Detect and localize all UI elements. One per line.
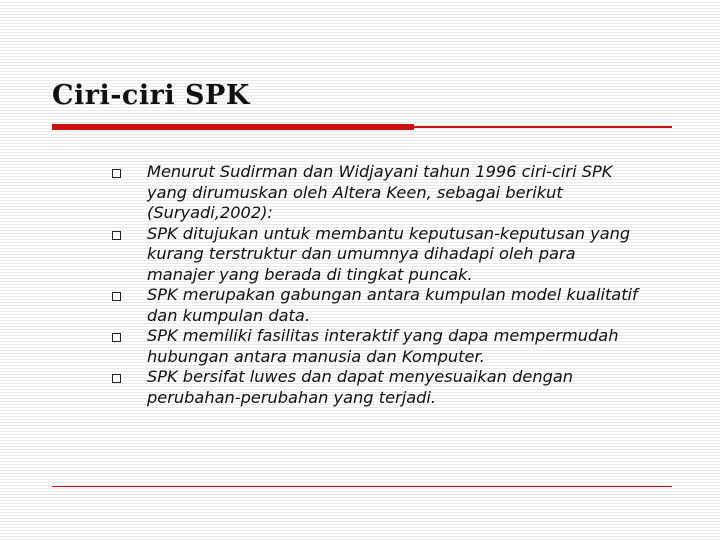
- bullet-item: [112, 162, 642, 224]
- bullet-item: [112, 285, 642, 326]
- bullet-text: SPK memiliki fasilitas interaktif yang dapa mempermudah hubungan antara manusia dan Komputer.: [147, 326, 619, 366]
- bullet-list: [112, 162, 642, 408]
- square-bullet-icon: [112, 169, 121, 178]
- footer-divider: [52, 486, 672, 487]
- square-bullet-icon: [112, 292, 121, 301]
- bullet-item: [112, 326, 642, 367]
- bullet-text: SPK ditujukan untuk membantu keputusan-keputusan yang kurang terstruktur dan umumnya dihadapi oleh para manajer yang berada di tingkat puncak.: [147, 223, 631, 284]
- title-underline-bar: [52, 124, 414, 130]
- bullet-text: SPK bersifat luwes dan dapat menyesuaikan dengan perubahan-perubahan yang terjadi.: [147, 367, 574, 407]
- square-bullet-icon: [112, 333, 121, 342]
- square-bullet-icon: [112, 374, 121, 383]
- bullet-text: SPK merupakan gabungan antara kumpulan model kualitatif dan kumpulan data.: [147, 285, 638, 325]
- bullet-item: [112, 367, 642, 408]
- title-underline-line: [414, 126, 672, 128]
- bullet-item: [112, 224, 642, 286]
- slide-title: Ciri-ciri SPK: [52, 80, 250, 111]
- square-bullet-icon: [112, 231, 121, 240]
- bullet-text: Menurut Sudirman dan Widjayani tahun 1996 ciri-ciri SPK yang dirumuskan oleh Altera Keen, sebagai berikut (Suryadi,2002):: [147, 162, 613, 222]
